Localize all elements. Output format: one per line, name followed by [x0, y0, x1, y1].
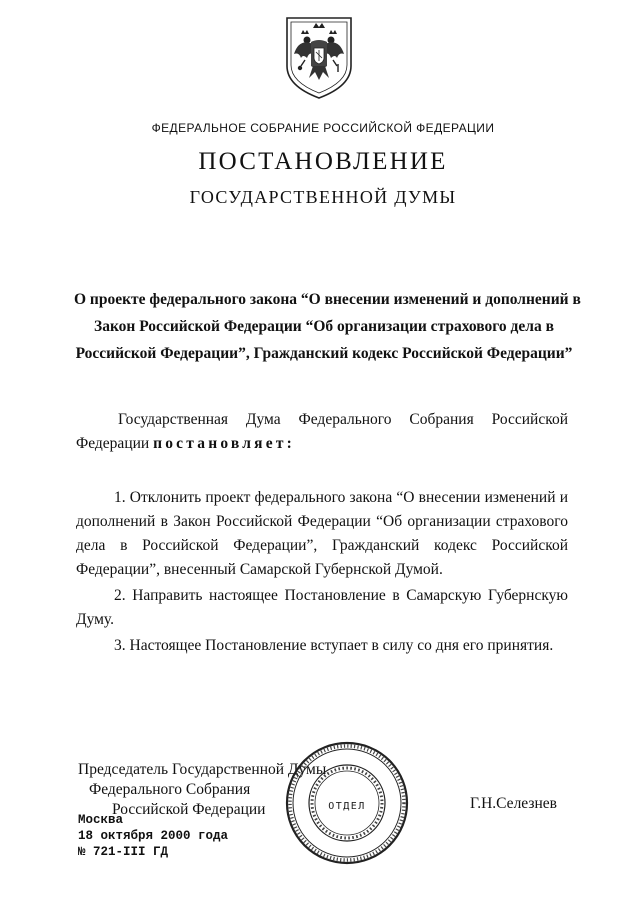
subject-line: Российской Федерации”, Гражданский кодекс Российской Федерации” [75, 345, 573, 362]
document-metadata [78, 812, 228, 860]
signatory-title-line: Председатель Государственной Думы [78, 761, 327, 778]
signatory-title-line: Российской Федерации [112, 801, 266, 818]
resolution-subject [74, 286, 581, 367]
organization-name: ФЕДЕРАЛЬНОЕ СОБРАНИЕ РОССИЙСКОЙ ФЕДЕРАЦИИ [151, 121, 495, 135]
preamble-paragraph [76, 408, 568, 456]
russian-coat-of-arms-icon [283, 14, 355, 102]
document-type: ПОСТАНОВЛЕНИЕ [198, 148, 448, 175]
subject-line: О проекте федерального закона “О внесении изменений и дополнений в [74, 291, 581, 308]
signatory-name: Г.Н.Селезнев [470, 795, 557, 812]
stamp-label: ОТДЕЛ [328, 801, 366, 812]
document-number: № 721-III ГД [78, 845, 169, 859]
official-stamp [284, 740, 410, 866]
resolves-word: постановляет: [153, 435, 295, 452]
signatory-title-line: Федерального Собрания [89, 781, 251, 798]
resolution-item-1: 1. Отклонить проект федерального закона “О внесении изменений и дополнений в Закон Российской Федерации “Об организации страхового дела в Российской Федерации”, Гражданский кодекс Российской Федерации”, внесенный Самарской Губернской Думой. [76, 489, 568, 578]
issuing-body: ГОСУДАРСТВЕННОЙ ДУМЫ [189, 187, 457, 207]
issue-date: 18 октября 2000 года [78, 829, 229, 843]
resolution-items [76, 486, 568, 658]
resolution-item-3: 3. Настоящее Постановление вступает в силу со дня его принятия. [114, 637, 554, 654]
preamble-text: Государственная Дума Федерального Собрания Российской Федерации [76, 411, 568, 452]
resolution-item-2: 2. Направить настоящее Постановление в Самарскую Губернскую Думу. [76, 587, 568, 628]
issue-city: Москва [78, 813, 124, 827]
subject-line: Закон Российской Федерации “Об организации страхового дела в [94, 318, 554, 335]
